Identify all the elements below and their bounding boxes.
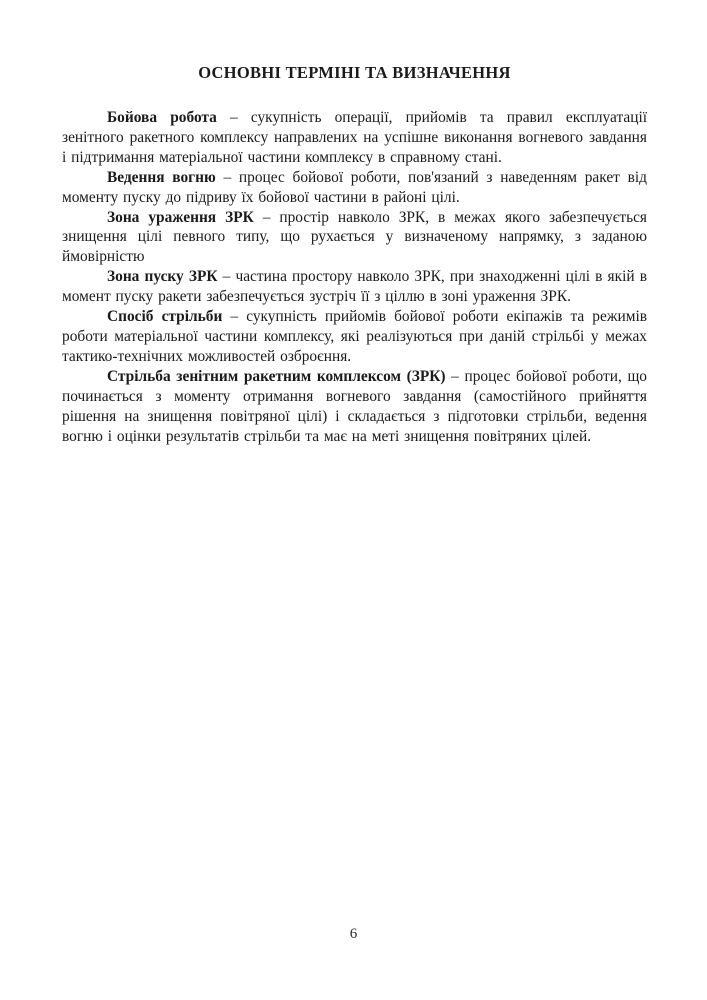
term-label: Зона ураження ЗРК (107, 208, 254, 226)
definition-paragraph-strilba-zrk (62, 367, 647, 447)
term-label: Стрільба зенітним ракетним комплексом (ЗРК) (107, 367, 446, 385)
term-definition: – процес бойової роботи, що починається з моменту отримання вогневого завдання (самостійного прийняття рішення на знищення повітряної цілі) і складається з підготовки стрільби, ведення вогню і оцінки результатів стрільби та має на меті знищення повітряних цілей. (62, 367, 647, 445)
definition-paragraph-zona-urazhennya (62, 208, 647, 268)
definition-paragraph-zona-pusku (62, 267, 647, 307)
term-definition: – сукупність прийомів бойової роботи екіпажів та режимів роботи матеріальної частини комплексу, які реалізуються при даній стрільбі у межах тактико-технічних можливостей озброєння. (62, 308, 647, 365)
definition-paragraph-sposib-strilby (62, 307, 647, 367)
term-definition: – простір навколо ЗРК, в межах якого забезпечується знищення цілі певного типу, що рухається у визначеному напрямку, з заданою ймовірністю (62, 208, 648, 266)
term-label: Бойова робота (107, 109, 217, 126)
term-definition: – процес бойової роботи, пов'язаний з наведенням ракет від моменту пуску до підриву їх бойової частини в районі цілі. (62, 168, 647, 206)
text-block (62, 63, 647, 446)
term-definition: – частина простору навколо ЗРК, при знаходженні цілі в якій в момент пуску ракети забезпечується зустріч її з ціллю в зоні ураження ЗРК. (62, 268, 647, 306)
page-number: 6 (349, 926, 358, 942)
term-label: Зона пуску ЗРК (107, 268, 218, 286)
term-label: Спосіб стрільби (107, 308, 223, 326)
term-label: Ведення вогню (107, 168, 216, 186)
definition-paragraph-vedennya-vognyu (62, 168, 647, 208)
term-definition: – сукупність операції, прийомів та правил експлуатації зенітного ракетного комплексу направлених на успішне виконання вогневого завдання і підтримання матеріальної частини комплексу в справному стані. (62, 109, 647, 166)
definition-paragraph-boyova-robota (62, 108, 647, 168)
page-title: ОСНОВНІ ТЕРМІНІ ТА ВИЗНАЧЕННЯ (198, 63, 511, 82)
